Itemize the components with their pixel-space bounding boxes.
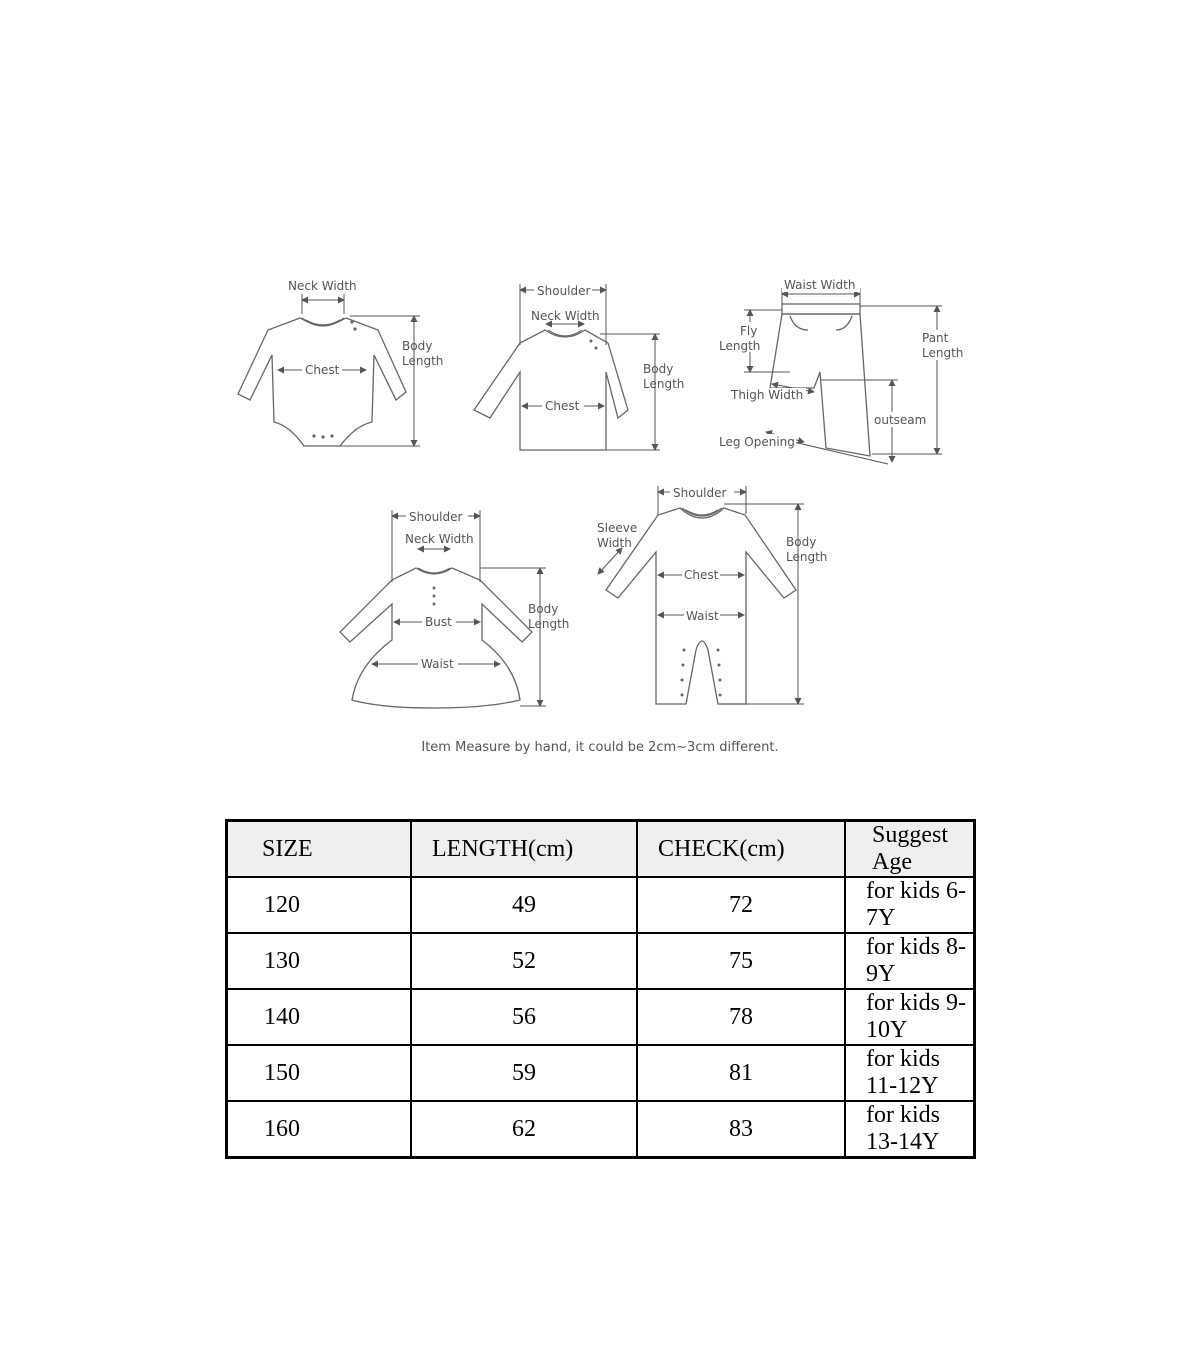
- pants-pant-label: Pant: [922, 331, 949, 345]
- header-size: SIZE: [227, 821, 412, 878]
- dress-neck-width-label: Neck Width: [405, 532, 474, 546]
- romper-chest-label: Chest: [684, 568, 719, 582]
- header-check: CHECK(cm): [637, 821, 845, 878]
- cell-suggest-age: for kids 13-14Y: [845, 1101, 975, 1158]
- pants-fly-label: Fly: [740, 324, 758, 338]
- table-row: [227, 989, 975, 1045]
- cell-size: 130: [227, 933, 412, 989]
- romper-sleeve-label: Sleeve: [597, 521, 638, 535]
- cell-length: 52: [411, 933, 637, 989]
- cell-suggest-age: for kids 9-10Y: [845, 989, 975, 1045]
- dress-length-label: Length: [528, 617, 570, 631]
- romper-width-label: Width: [597, 536, 632, 550]
- cell-length: 59: [411, 1045, 637, 1101]
- cell-length: 62: [411, 1101, 637, 1158]
- bodysuit-chest-label: Chest: [305, 363, 340, 377]
- dress-shoulder-label: Shoulder: [409, 510, 463, 524]
- romper-length-label: Length: [786, 550, 828, 564]
- pants-waist-width-label: Waist Width: [784, 278, 856, 292]
- dress-bust-label: Bust: [425, 615, 452, 629]
- cell-check: 81: [637, 1045, 845, 1101]
- measurement-note: Item Measure by hand, it could be 2cm~3cm different.: [421, 740, 779, 755]
- cell-size: 140: [227, 989, 412, 1045]
- size-table-header-row: [227, 821, 975, 878]
- pants-fly-length-label: Length: [719, 339, 761, 353]
- top-neck-width-label: Neck Width: [531, 309, 600, 323]
- top-diagram: [474, 282, 684, 450]
- top-length-label: Length: [643, 377, 685, 391]
- top-shoulder-label: Shoulder: [537, 284, 591, 298]
- romper-diagram: [597, 484, 827, 704]
- cell-suggest-age: for kids 6-7Y: [845, 877, 975, 933]
- bodysuit-length-label: Length: [402, 354, 444, 368]
- romper-body-label: Body: [786, 535, 817, 549]
- pants-thigh-width-label: Thigh Width: [731, 388, 804, 402]
- size-table: [225, 819, 976, 1159]
- dress-diagram: [340, 508, 569, 708]
- cell-check: 83: [637, 1101, 845, 1158]
- table-row: [227, 877, 975, 933]
- romper-waist-label: Waist: [686, 609, 719, 623]
- bodysuit-diagram: [238, 279, 443, 446]
- header-suggest-age: Suggest Age: [845, 821, 975, 878]
- top-body-label: Body: [643, 362, 674, 376]
- bodysuit-neck-width-label: Neck Width: [288, 279, 357, 293]
- cell-size: 160: [227, 1101, 412, 1158]
- cell-check: 78: [637, 989, 845, 1045]
- pants-outseam-label: outseam: [874, 413, 927, 427]
- cell-suggest-age: for kids 11-12Y: [845, 1045, 975, 1101]
- cell-size: 150: [227, 1045, 412, 1101]
- table-row: [227, 1045, 975, 1101]
- pants-diagram: [718, 278, 963, 464]
- dress-waist-label: Waist: [421, 657, 454, 671]
- cell-check: 75: [637, 933, 845, 989]
- romper-shoulder-label: Shoulder: [673, 486, 727, 500]
- cell-check: 72: [637, 877, 845, 933]
- top-chest-label: Chest: [545, 399, 580, 413]
- cell-size: 120: [227, 877, 412, 933]
- cell-suggest-age: for kids 8-9Y: [845, 933, 975, 989]
- pants-pant-length-label: Length: [922, 346, 964, 360]
- bodysuit-body-label: Body: [402, 339, 433, 353]
- header-length: LENGTH(cm): [411, 821, 637, 878]
- cell-length: 56: [411, 989, 637, 1045]
- cell-length: 49: [411, 877, 637, 933]
- table-row: [227, 1101, 975, 1158]
- table-row: [227, 933, 975, 989]
- pants-leg-opening-label: Leg Opening: [719, 435, 795, 449]
- dress-body-label: Body: [528, 602, 559, 616]
